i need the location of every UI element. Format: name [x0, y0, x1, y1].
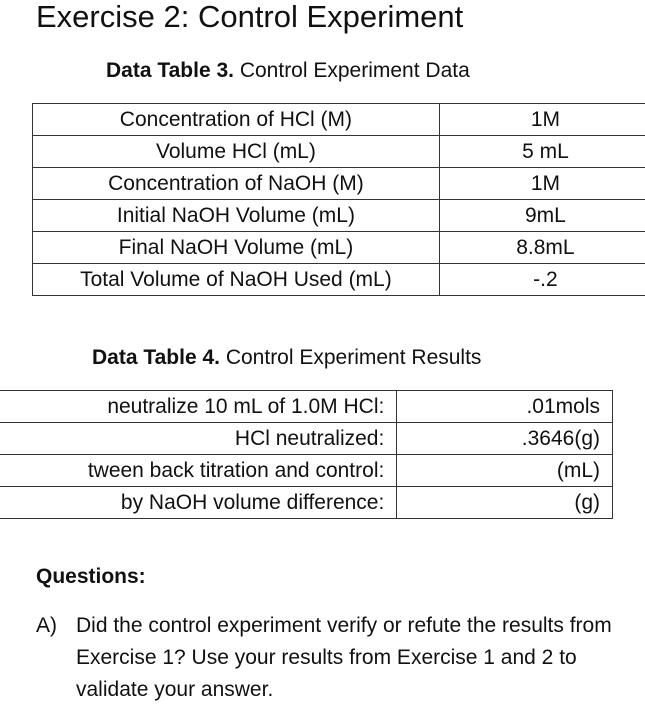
table-cell-label-text: neutralize 10 mL of 1.0M HCl:	[107, 395, 384, 418]
table-cell-label	[0, 423, 397, 455]
table-row	[33, 232, 645, 264]
questions-heading: Questions:	[36, 564, 146, 590]
table-row	[33, 104, 645, 136]
table-row	[0, 455, 613, 487]
table-cell-label: Concentration of HCl (M)	[33, 104, 440, 136]
question-text: Did the control experiment verify or refute the results from Exercise 1? Use your results from Exercise 1 and 2 to validate your answer.	[76, 610, 636, 706]
table-cell-value: .3646(g)	[397, 423, 613, 455]
table-cell-value: (mL)	[397, 455, 613, 487]
table-row	[33, 168, 645, 200]
table-row	[0, 423, 613, 455]
table-cell-label-text: HCl neutralized:	[235, 427, 384, 450]
data-table-4-caption-bold: Data Table 4.	[92, 346, 220, 369]
table-row	[33, 136, 645, 168]
data-table-3-caption	[106, 58, 470, 84]
table-cell-value: (g)	[397, 487, 613, 519]
table-cell-label: Final NaOH Volume (mL)	[33, 232, 440, 264]
table-row	[0, 391, 613, 423]
data-table-3	[32, 103, 645, 296]
table-cell-value: -.2	[439, 264, 645, 296]
data-table-3-caption-bold: Data Table 3.	[106, 59, 234, 82]
table-cell-label	[0, 455, 397, 487]
table-cell-value: 9mL	[439, 200, 645, 232]
table-cell-value: 1M	[439, 104, 645, 136]
question-marker: A)	[36, 610, 57, 642]
data-table-4-caption	[92, 345, 481, 371]
exercise-title: Exercise 2: Control Experiment	[36, 0, 463, 36]
table-cell-value: 8.8mL	[439, 232, 645, 264]
table-cell-label-text: by NaOH volume difference:	[121, 491, 384, 514]
data-table-4	[0, 390, 613, 519]
data-table-4-caption-text: Control Experiment Results	[220, 346, 481, 369]
table-cell-label	[0, 487, 397, 519]
table-cell-label: Concentration of NaOH (M)	[33, 168, 440, 200]
table-cell-value: 5 mL	[439, 136, 645, 168]
table-cell-label-text: tween back titration and control:	[88, 459, 385, 482]
table-row	[33, 200, 645, 232]
table-cell-label: Total Volume of NaOH Used (mL)	[33, 264, 440, 296]
data-table-3-caption-text: Control Experiment Data	[234, 59, 470, 82]
table-cell-label	[0, 391, 397, 423]
table-cell-value: .01mols	[397, 391, 613, 423]
table-cell-value: 1M	[439, 168, 645, 200]
table-cell-label: Initial NaOH Volume (mL)	[33, 200, 440, 232]
question-item	[36, 610, 636, 706]
table-cell-label: Volume HCl (mL)	[33, 136, 440, 168]
table-row	[0, 487, 613, 519]
table-row	[33, 264, 645, 296]
